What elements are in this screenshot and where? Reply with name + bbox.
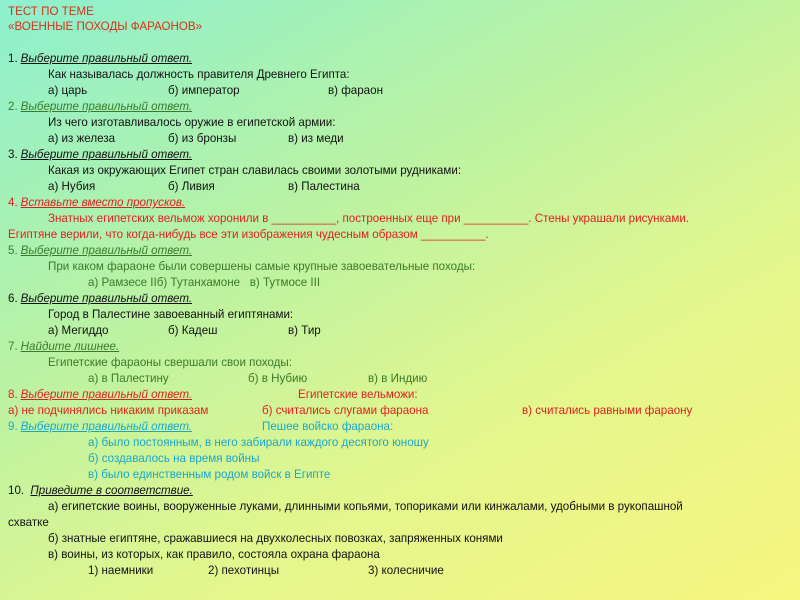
q3-text: Какая из окружающих Египет стран славилась своими золотыми рудниками: <box>48 164 462 177</box>
q4-text-line-2: Египтяне верили, что когда-нибудь все эти изображения чудесным образом __________. <box>8 228 489 241</box>
q5-options: а) Рамзесе IIб) Тутанхамоне в) Тутмосе III <box>88 276 321 289</box>
q3-option-c: в) Палестина <box>288 180 360 193</box>
title-line-2: «ВОЕННЫЕ ПОХОДЫ ФАРАОНОВ» <box>8 20 203 33</box>
q2-option-a: а) из железа <box>48 132 116 145</box>
q9-option-c: в) было единственным родом войск в Египте <box>88 468 331 481</box>
q1-instruction: Выберите правильный ответ. <box>20 52 193 65</box>
q4-instruction: Вставьте вместо пропусков. <box>20 196 186 209</box>
q8-option-c: в) считались равными фараону <box>522 404 693 417</box>
q1-number: 1. <box>8 52 18 65</box>
q3-heading <box>8 147 192 163</box>
q6-number: 6. <box>8 292 18 305</box>
q6-option-b: б) Кадеш <box>168 324 218 337</box>
q9-option-b: б) создавалось на время войны <box>88 452 260 465</box>
q6-option-a: а) Мегиддо <box>48 324 109 337</box>
q5-text: При каком фараоне были совершены самые крупные завоевательные походы: <box>48 260 476 273</box>
q3-instruction: Выберите правильный ответ. <box>20 148 193 161</box>
q4-text-line-1: Знатных египетских вельмож хоронили в __________, построенных еще при __________. Стены украшали рисунками. <box>48 212 690 225</box>
q6-instruction: Выберите правильный ответ. <box>20 292 193 305</box>
q7-option-a: а) в Палестину <box>88 372 169 385</box>
q10-instruction: Приведите в соответствие. <box>30 484 193 497</box>
q3-option-b: б) Ливия <box>168 180 215 193</box>
q7-option-c: в) в Индию <box>368 372 428 385</box>
q8-instruction: Выберите правильный ответ. <box>20 388 193 401</box>
q7-heading <box>8 339 119 355</box>
q2-number: 2. <box>8 100 18 113</box>
q8-heading <box>8 387 192 403</box>
q9-option-a: а) было постоянным, в него забирали каждого десятого юношу <box>88 436 429 449</box>
q9-heading <box>8 419 192 435</box>
q10-item-a-line-1: а) египетские воины, вооруженные луками, длинными копьями, топориками или кинжалами, удобными в рукопашной <box>48 500 683 513</box>
q10-option-1: 1) наемники <box>88 564 154 577</box>
q10-option-2: 2) пехотинцы <box>208 564 280 577</box>
q5-instruction: Выберите правильный ответ. <box>20 244 193 257</box>
q10-item-a-line-2: схватке <box>8 516 49 529</box>
q2-instruction: Выберите правильный ответ. <box>20 100 193 113</box>
q10-item-b: б) знатные египтяне, сражавшиеся на двухколесных повозках, запряженных конями <box>48 532 503 545</box>
q1-heading <box>8 51 192 67</box>
q5-heading <box>8 243 192 259</box>
q9-text: Пешее войско фараона: <box>262 420 394 433</box>
q10-item-c: в) воины, из которых, как правило, состояла охрана фараона <box>48 548 380 561</box>
q7-option-b: б) в Нубию <box>248 372 308 385</box>
q1-option-a: а) царь <box>48 84 88 97</box>
q1-text: Как называлась должность правителя Древнего Египта: <box>48 68 350 81</box>
q3-number: 3. <box>8 148 18 161</box>
q7-number: 7. <box>8 340 18 353</box>
q8-text: Египетские вельможи: <box>298 388 418 401</box>
q1-option-b: б) император <box>168 84 240 97</box>
q6-option-c: в) Тир <box>288 324 321 337</box>
q10-heading <box>8 483 193 499</box>
q4-heading <box>8 195 185 211</box>
q2-heading <box>8 99 192 115</box>
q4-number: 4. <box>8 196 18 209</box>
q2-option-b: б) из бронзы <box>168 132 237 145</box>
q9-instruction: Выберите правильный ответ. <box>20 420 193 433</box>
q10-option-3: 3) колесничие <box>368 564 444 577</box>
q3-option-a: а) Нубия <box>48 180 96 193</box>
q5-number: 5. <box>8 244 18 257</box>
q6-text: Город в Палестине завоеванный египтянами: <box>48 308 294 321</box>
q10-number: 10. <box>8 484 25 497</box>
q8-option-b: б) считались слугами фараона <box>262 404 429 417</box>
q6-heading <box>8 291 192 307</box>
title-line-1: ТЕСТ ПО ТЕМЕ <box>8 5 94 18</box>
q2-text: Из чего изготавливалось оружие в египетской армии: <box>48 116 336 129</box>
q7-instruction: Найдите лишнее. <box>20 340 120 353</box>
q8-number: 8. <box>8 388 18 401</box>
q9-number: 9. <box>8 420 18 433</box>
q1-option-c: в) фараон <box>328 84 383 97</box>
q8-option-a: а) не подчинялись никаким приказам <box>8 404 209 417</box>
q2-option-c: в) из меди <box>288 132 344 145</box>
q7-text: Египетские фараоны свершали свои походы: <box>48 356 292 369</box>
